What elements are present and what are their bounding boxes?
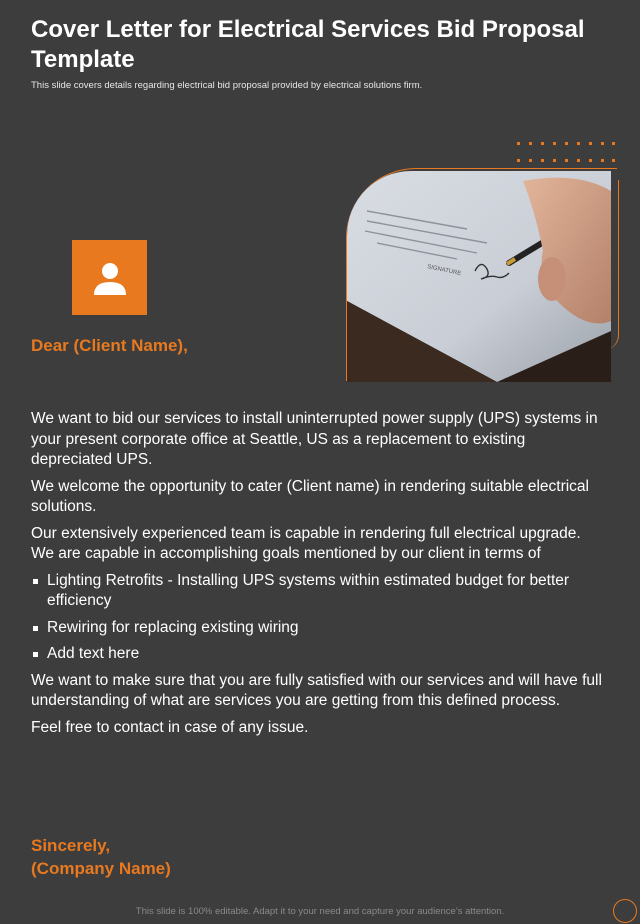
list-item: Add text here — [31, 644, 606, 665]
letter-body — [31, 409, 606, 744]
paragraph-satisfaction: We want to make sure that you are fully satisfied with our services and will have full understanding of what are services you are getting from this defined process. — [31, 671, 602, 709]
sign-off: Sincerely, — [31, 836, 111, 855]
page-subtitle: This slide covers details regarding electrical bid proposal provided by electrical solutions firm. — [31, 80, 423, 91]
svg-text:SIGNATURE: SIGNATURE — [426, 264, 462, 278]
company-name: (Company Name) — [31, 859, 171, 878]
footer-note: This slide is 100% editable. Adapt it to your need and capture your audience’s attention. — [135, 906, 505, 917]
letter-closing — [31, 834, 171, 880]
paragraph-welcome: We welcome the opportunity to cater (Client name) in rendering suitable electrical solutions. — [31, 477, 589, 515]
signing-document-photo — [347, 171, 611, 382]
paragraph-team: Our extensively experienced team is capable in rendering full electrical upgrade. We are capable in accomplishing goals mentioned by our client in terms of — [31, 524, 581, 562]
goals-list — [31, 571, 606, 665]
paragraph-intro: We want to bid our services to install uninterrupted power supply (UPS) systems in your present corporate office at Seattle, US as a replacement to existing depreciated UPS. — [31, 410, 598, 468]
user-icon — [90, 258, 130, 298]
user-avatar-box — [72, 240, 147, 315]
decorative-dot-grid — [517, 142, 615, 164]
list-item: Lighting Retrofits - Installing UPS systems within estimated budget for better efficiency — [31, 571, 606, 612]
letter-greeting: Dear (Client Name), — [31, 336, 188, 355]
page-title: Cover Letter for Electrical Services Bid Proposal Template — [31, 16, 585, 73]
decorative-circle — [613, 899, 637, 923]
list-item: Rewiring for replacing existing wiring — [31, 618, 606, 639]
paragraph-contact: Feel free to contact in case of any issue. — [31, 718, 309, 736]
